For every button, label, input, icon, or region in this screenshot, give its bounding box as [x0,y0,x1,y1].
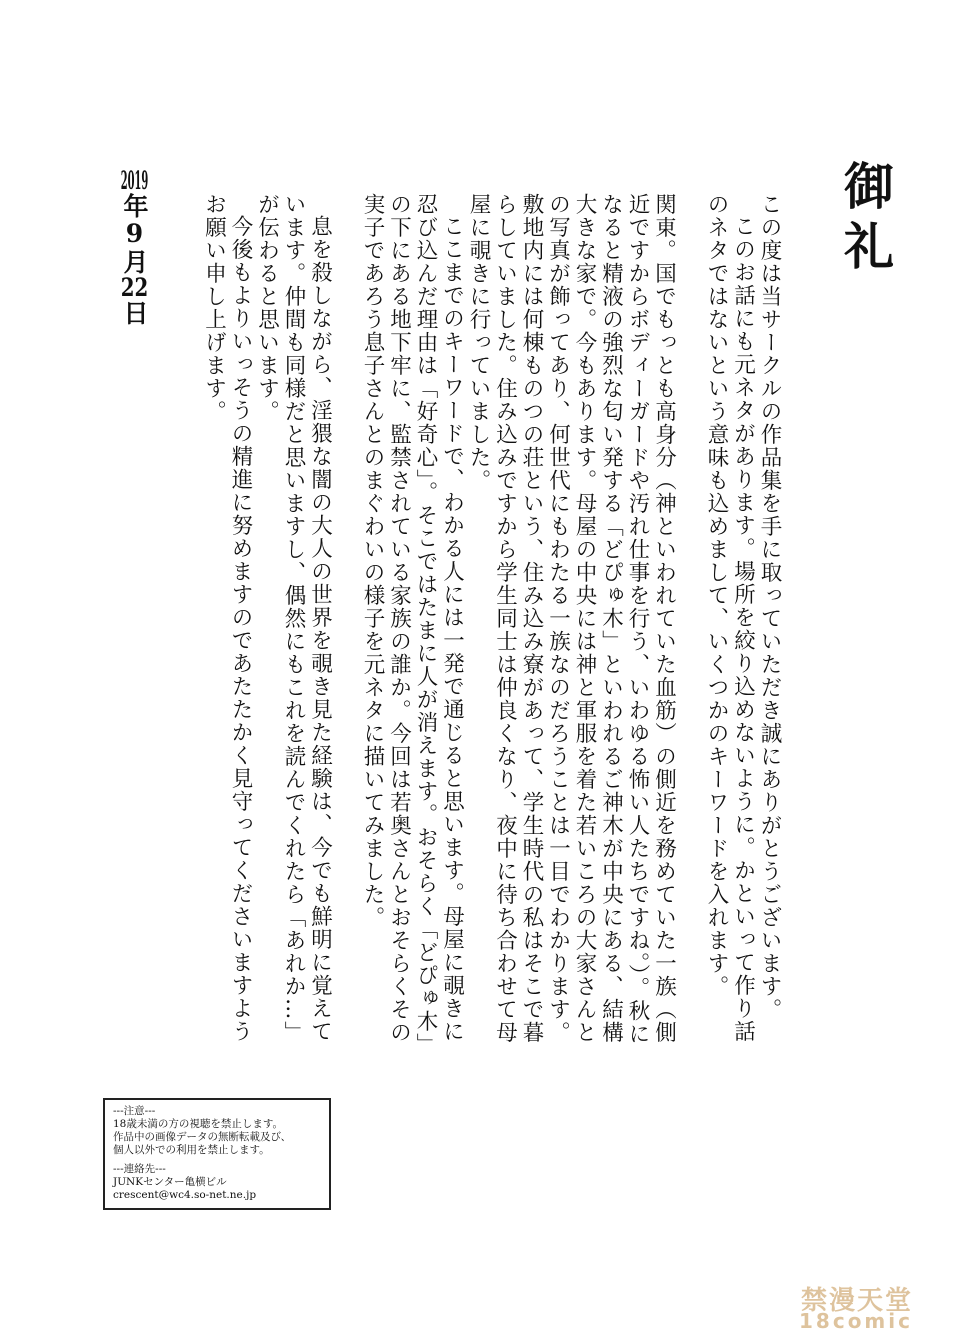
notice-header: ---注意--- [113,1105,156,1117]
watermark-top-text: 禁漫天堂 [801,1286,914,1316]
date [88,168,148,326]
paragraph-story: ここまでのキーワードで、わかる人には一発で通じると思います。母屋に覗きに忍び込んだ理由は「好奇心」。そこではたまに人が消えます。おそらく「どぴゅ木」の下にある地下牢に、監禁されている家族の誰か。今回は若奥さんとおそらくその実子であろう息子さんとのまぐわいの様子を元ネタに描いてみました。 [360,193,465,1046]
notice-line: 作品中の画像データの無断転載及び、 [113,1131,292,1143]
date-month-char: 月 [120,249,149,275]
contact-header: ---連絡先--- [113,1163,166,1175]
date-day: 22 [120,275,149,300]
notice-line: 個人以外での利用を禁止します。 [113,1144,270,1156]
message-body [200,193,782,1053]
notice-box [103,1098,331,1210]
watermark-bottom-text: 18comic [799,1309,913,1333]
paragraph-thanks: この度は当サークルの作品集を手に取っていただき誠にありがとうございます。 [757,193,782,1021]
paragraph-keywords: 関東。国でもっとも高身分（神といわれていた血筋）の側近を務めていた一族（側近ですからボディーガードや汚れ仕事を行う、いわゆる怖い人たちですね。）。秋になると精液の強烈な匂い発する「どぴゅ木」といわれるご神木が中央にある、結構大きな家で。今もあります。母屋の中央には神と軍服を着た若いころの大家さんとの写真が飾ってあり、何世代にもわたる一族なのだろうことは一目でわかります。敷地内には何棟ものつの荘という、住み込み寮があって、学生時代の私はそこで暮らしていました。住み込みですから学生同士は仲良くなり、夜中に待ち合わせて母屋に覗きに行っていました。 [466,193,677,1046]
paragraph-closing: 今後もよりいっそうの精進に努めますのであたたかく見守ってくださいますようお願い申し上げます。 [201,193,253,1043]
date-month: 9 [120,219,149,249]
paragraph-source: このお話にも元ネタがあります。場所を絞り込めないように。かといって作り話のネタではないという意味も込めまして、いくつかのキーワードを入れます。 [704,193,756,1043]
notice-line: 18歳未満の方の視聴を禁止します。 [113,1118,284,1130]
contact-email: crescent@wc4.so-net.ne.jp [113,1189,257,1201]
contact-line: JUNKセンター亀横ビル [113,1176,227,1188]
date-year-char: 年 [120,193,149,219]
watermark-logo [793,1280,953,1332]
page-title: 御礼 [836,160,894,280]
paragraph-memory: 息を殺しながら、淫猥な闇の大人の世界を覗き見た経験は、今でも鮮明に覚えています。仲間も同様だと思いますし、偶然にもこれを読んでくれたら「あれか…」が伝わると思います。 [254,193,333,1044]
date-year: 2019 [120,168,149,193]
date-day-char: 日 [120,300,149,326]
